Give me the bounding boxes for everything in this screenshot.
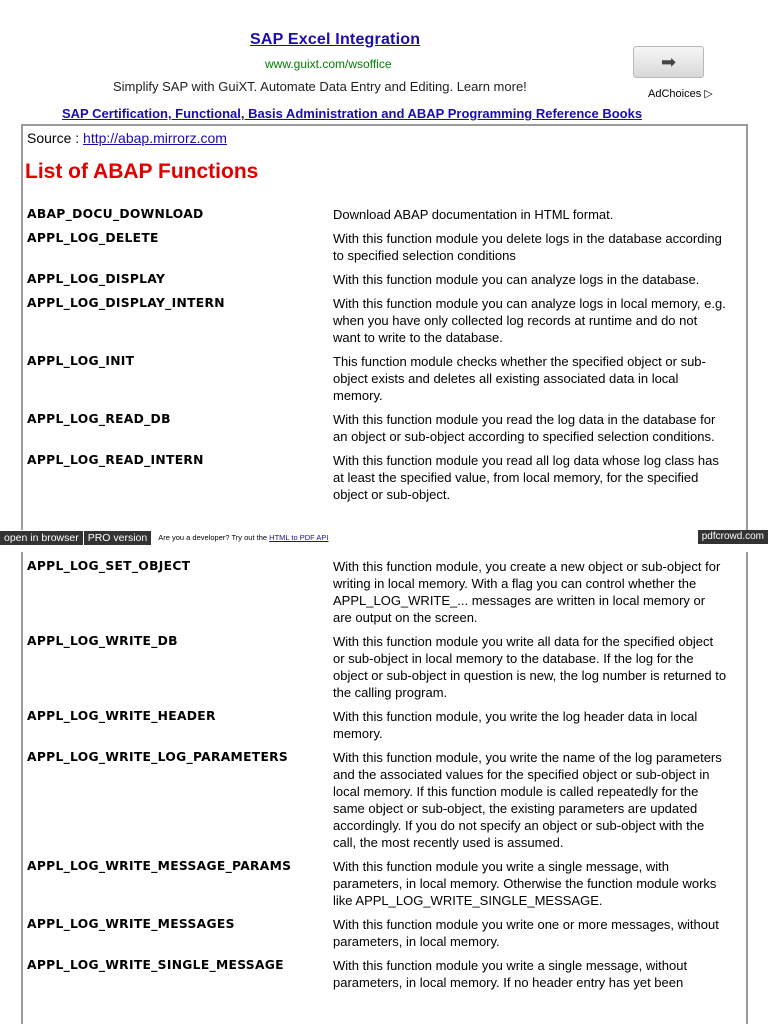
adchoices-label: AdChoices bbox=[648, 87, 702, 100]
ad-go-button[interactable] bbox=[633, 46, 704, 78]
ad-title-link[interactable]: SAP Excel Integration bbox=[250, 31, 421, 48]
function-description: With this function module you write a single message, without parameters, in local memory. If no header entry has yet been bbox=[333, 958, 688, 990]
html-to-pdf-api-link[interactable]: HTML to PDF API bbox=[269, 533, 329, 542]
function-row bbox=[27, 957, 727, 991]
function-name: APPL_LOG_DISPLAY bbox=[27, 272, 166, 286]
function-row bbox=[27, 916, 727, 950]
function-name: APPL_LOG_DELETE bbox=[27, 231, 159, 245]
source-link[interactable]: http://abap.mirrorz.com bbox=[83, 130, 227, 146]
function-name: APPL_LOG_WRITE_HEADER bbox=[27, 709, 216, 723]
function-row bbox=[27, 708, 727, 742]
function-row bbox=[27, 452, 727, 503]
function-description: With this function module you read the log data in the database for an object or sub-object according to specified selection conditions. bbox=[333, 412, 716, 444]
open-in-browser-button[interactable]: open in browser bbox=[0, 531, 83, 545]
function-row bbox=[27, 295, 727, 346]
adchoices-icon: ▷ bbox=[704, 88, 713, 100]
function-description: With this function module you read all log data whose log class has at least the specified value, from local memory, for the specified object or sub-object. bbox=[333, 453, 719, 502]
source-line bbox=[27, 130, 227, 146]
function-description: With this function module you write a single message, with parameters, in local memory. Otherwise the function module works like APPL_LOG_WRITE_SINGLE_MESSAGE. bbox=[333, 859, 717, 908]
function-description: With this function module, you write the log header data in local memory. bbox=[333, 709, 698, 741]
content-frame-page1 bbox=[21, 124, 748, 530]
content-frame-page2 bbox=[21, 552, 748, 1024]
function-name: APPL_LOG_READ_INTERN bbox=[27, 453, 204, 467]
function-description: Download ABAP documentation in HTML format. bbox=[333, 207, 614, 222]
function-description: With this function module you can analyze logs in local memory, e.g. when you have only collected log records at runtime and do not want to write to the database. bbox=[333, 296, 726, 345]
adchoices-link[interactable] bbox=[648, 87, 713, 100]
function-list-page1 bbox=[27, 206, 727, 510]
function-name: APPL_LOG_WRITE_LOG_PARAMETERS bbox=[27, 750, 289, 764]
function-row bbox=[27, 558, 727, 626]
function-name: APPL_LOG_WRITE_MESSAGES bbox=[27, 917, 235, 931]
function-name: APPL_LOG_SET_OBJECT bbox=[27, 559, 191, 573]
pdfcrowd-brand-link[interactable]: pdfcrowd.com bbox=[698, 530, 768, 544]
function-description: With this function module you delete logs in the database according to specified selection conditions bbox=[333, 231, 722, 263]
function-name: APPL_LOG_WRITE_SINGLE_MESSAGE bbox=[27, 958, 284, 972]
function-row bbox=[27, 206, 727, 223]
function-row bbox=[27, 633, 727, 701]
function-description: With this function module you write one or more messages, without parameters, in local memory. bbox=[333, 917, 719, 949]
developer-text bbox=[158, 533, 328, 542]
function-name: ABAP_DOCU_DOWNLOAD bbox=[27, 207, 204, 221]
function-row bbox=[27, 230, 727, 264]
function-description: With this function module you can analyze logs in the database. bbox=[333, 272, 700, 287]
function-list-page2 bbox=[27, 558, 727, 998]
page-title: List of ABAP Functions bbox=[25, 160, 259, 183]
function-row bbox=[27, 749, 727, 851]
arrow-right-icon: ➡ bbox=[660, 51, 677, 72]
developer-prompt: Are you a developer? Try out the bbox=[158, 533, 270, 542]
function-row bbox=[27, 858, 727, 909]
function-row bbox=[27, 271, 727, 288]
ad-description: Simplify SAP with GuiXT. Automate Data Entry and Editing. Learn more! bbox=[113, 79, 527, 94]
function-name: APPL_LOG_DISPLAY_INTERN bbox=[27, 296, 225, 310]
function-row bbox=[27, 353, 727, 404]
pro-version-button[interactable]: PRO version bbox=[84, 531, 152, 545]
function-name: APPL_LOG_WRITE_DB bbox=[27, 634, 178, 648]
pdfcrowd-bar bbox=[0, 530, 768, 545]
function-description: With this function module, you write the name of the log parameters and the associated values for the specified object or sub-object in local memory. If this function module is called repeatedly for the same object or sub-object, the existing parameters are updated accordingly. If you do not specify an object or sub-object with the call, the most recently used is assumed. bbox=[333, 750, 722, 850]
reference-books-link[interactable]: SAP Certification, Functional, Basis Administration and ABAP Programming Reference Books bbox=[62, 106, 643, 121]
source-label: Source : bbox=[27, 130, 84, 146]
function-name: APPL_LOG_READ_DB bbox=[27, 412, 171, 426]
ad-block bbox=[0, 0, 768, 122]
function-description: With this function module you write all data for the specified object or sub-object in local memory to the database. If the log for the object or sub-object in question is new, the log number is returned to the calling program. bbox=[333, 634, 727, 700]
function-row bbox=[27, 411, 727, 445]
ad-url[interactable]: www.guixt.com/wsoffice bbox=[265, 57, 392, 71]
function-name: APPL_LOG_WRITE_MESSAGE_PARAMS bbox=[27, 859, 292, 873]
function-description: This function module checks whether the specified object or sub-object exists and deletes all existing associated data in local memory. bbox=[333, 354, 706, 403]
function-description: With this function module, you create a new object or sub-object for writing in local memory. With a flag you can control whether the APPL_LOG_WRITE_... messages are written in local memory or are output on the screen. bbox=[333, 559, 721, 625]
function-name: APPL_LOG_INIT bbox=[27, 354, 135, 368]
